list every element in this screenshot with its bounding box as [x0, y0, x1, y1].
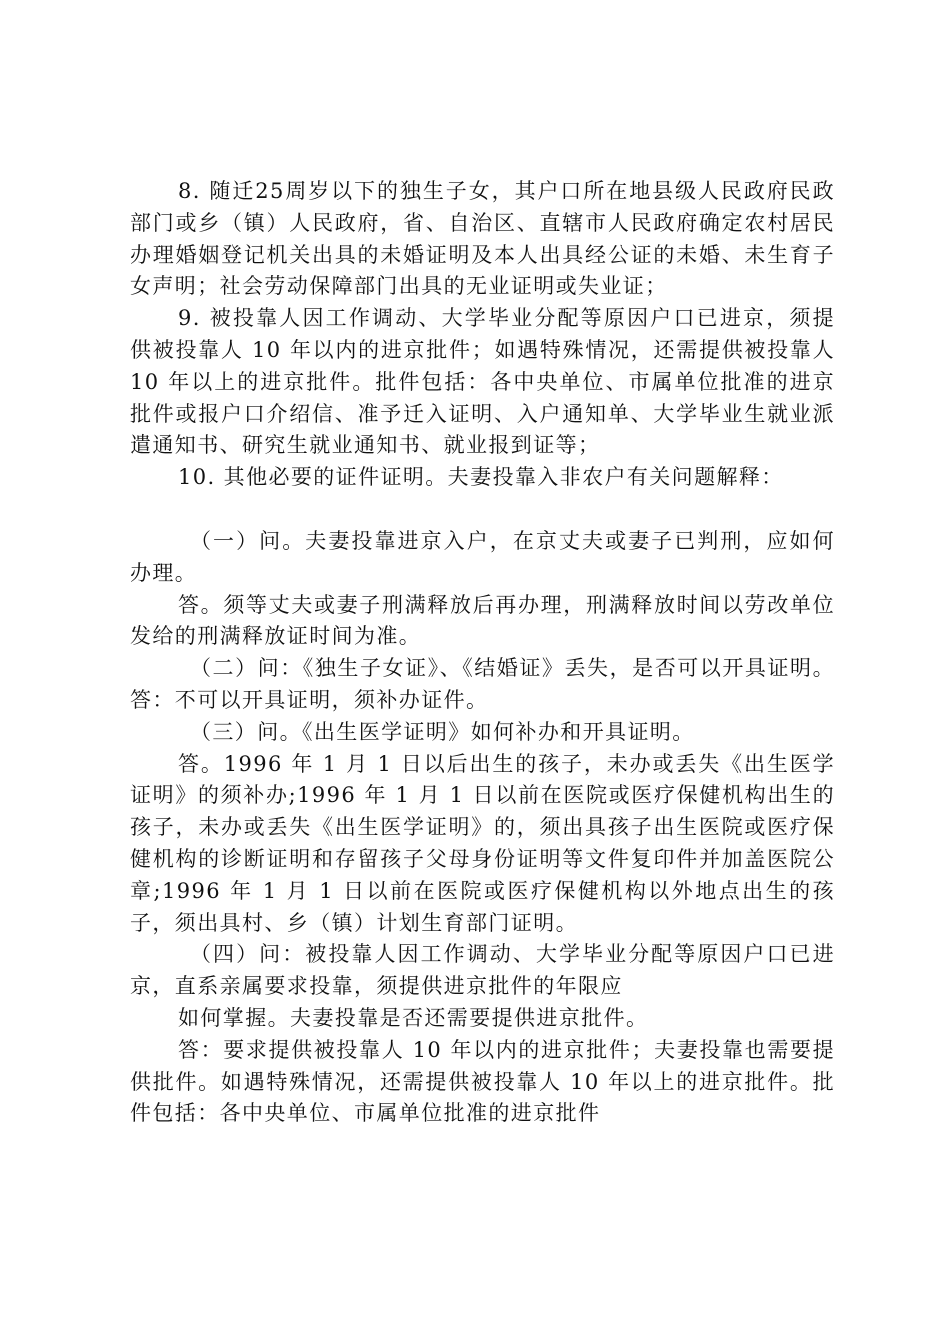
answer-3: 答。1996 年 1 月 1 日以后出生的孩子，未办或丢失《出生医学证明》的须补办;1996 年 1 月 1 日以前在医院或医疗保健机构出生的孩子，未办或丢失《出生医学证明》的，须出具孩子出生医院或医疗保健机构的诊断证明和存留孩子父母身份证明等文件复印件并加盖医院公章;1996 年 1 月 1 日以前在医院或医疗保健机构以外地点出生的孩子，须出具村、乡（镇）计划生育部门证明。 — [130, 751, 835, 935]
question-1: （一）问。夫妻投靠进京入户，在京丈夫或妻子已判刑，应如何办理。 — [130, 528, 835, 585]
document-body — [130, 176, 835, 1130]
paragraph-item-10: 10. 其他必要的证件证明。夫妻投靠入非农户有关问题解释： — [178, 465, 784, 490]
paragraph-item-9: 9. 被投靠人因工作调动、大学毕业分配等原因户口已进京，须提供被投靠人 10 年以内的进京批件；如遇特殊情况，还需提供被投靠人 10 年以上的进京批件。批件包括：各中央单位、市属单位批准的进京批件或报户口介绍信、准予迁入证明、入户通知单、大学毕业生就业派遣通知书、研究生就业通知书、就业报到证等； — [130, 306, 835, 458]
question-4: （四）问：被投靠人因工作调动、大学毕业分配等原因户口已进京，直系亲属要求投靠，须提供进京批件的年限应 — [130, 942, 835, 999]
paragraph-spacer — [130, 494, 835, 526]
question-3: （三）问。《出生医学证明》如何补办和开具证明。 — [190, 719, 695, 744]
answer-1: 答。须等丈夫或妻子刑满释放后再办理，刑满释放时间以劳改单位发给的刑满释放证时间为准。 — [130, 592, 835, 649]
paragraph-item-8: 8. 随迁25周岁以下的独生子女，其户口所在地县级人民政府民政部门或乡（镇）人民政府，省、自治区、直辖市人民政府确定农村居民办理婚姻登记机关出具的未婚证明及本人出具经公证的未婚、未生育子女声明；社会劳动保障部门出具的无业证明或失业证； — [130, 179, 835, 299]
question-4-continued: 如何掌握。夫妻投靠是否还需要提供进京批件。 — [178, 1005, 649, 1030]
question-answer-2: （二）问：《独生子女证》、《结婚证》丢失，是否可以开具证明。答：不可以开具证明，须补办证件。 — [130, 656, 835, 712]
answer-4: 答：要求提供被投靠人 10 年以内的进京批件；夫妻投靠也需要提供批件。如遇特殊情况，还需提供被投靠人 10 年以上的进京批件。批件包括：各中央单位、市属单位批准的进京批件 — [130, 1037, 835, 1126]
